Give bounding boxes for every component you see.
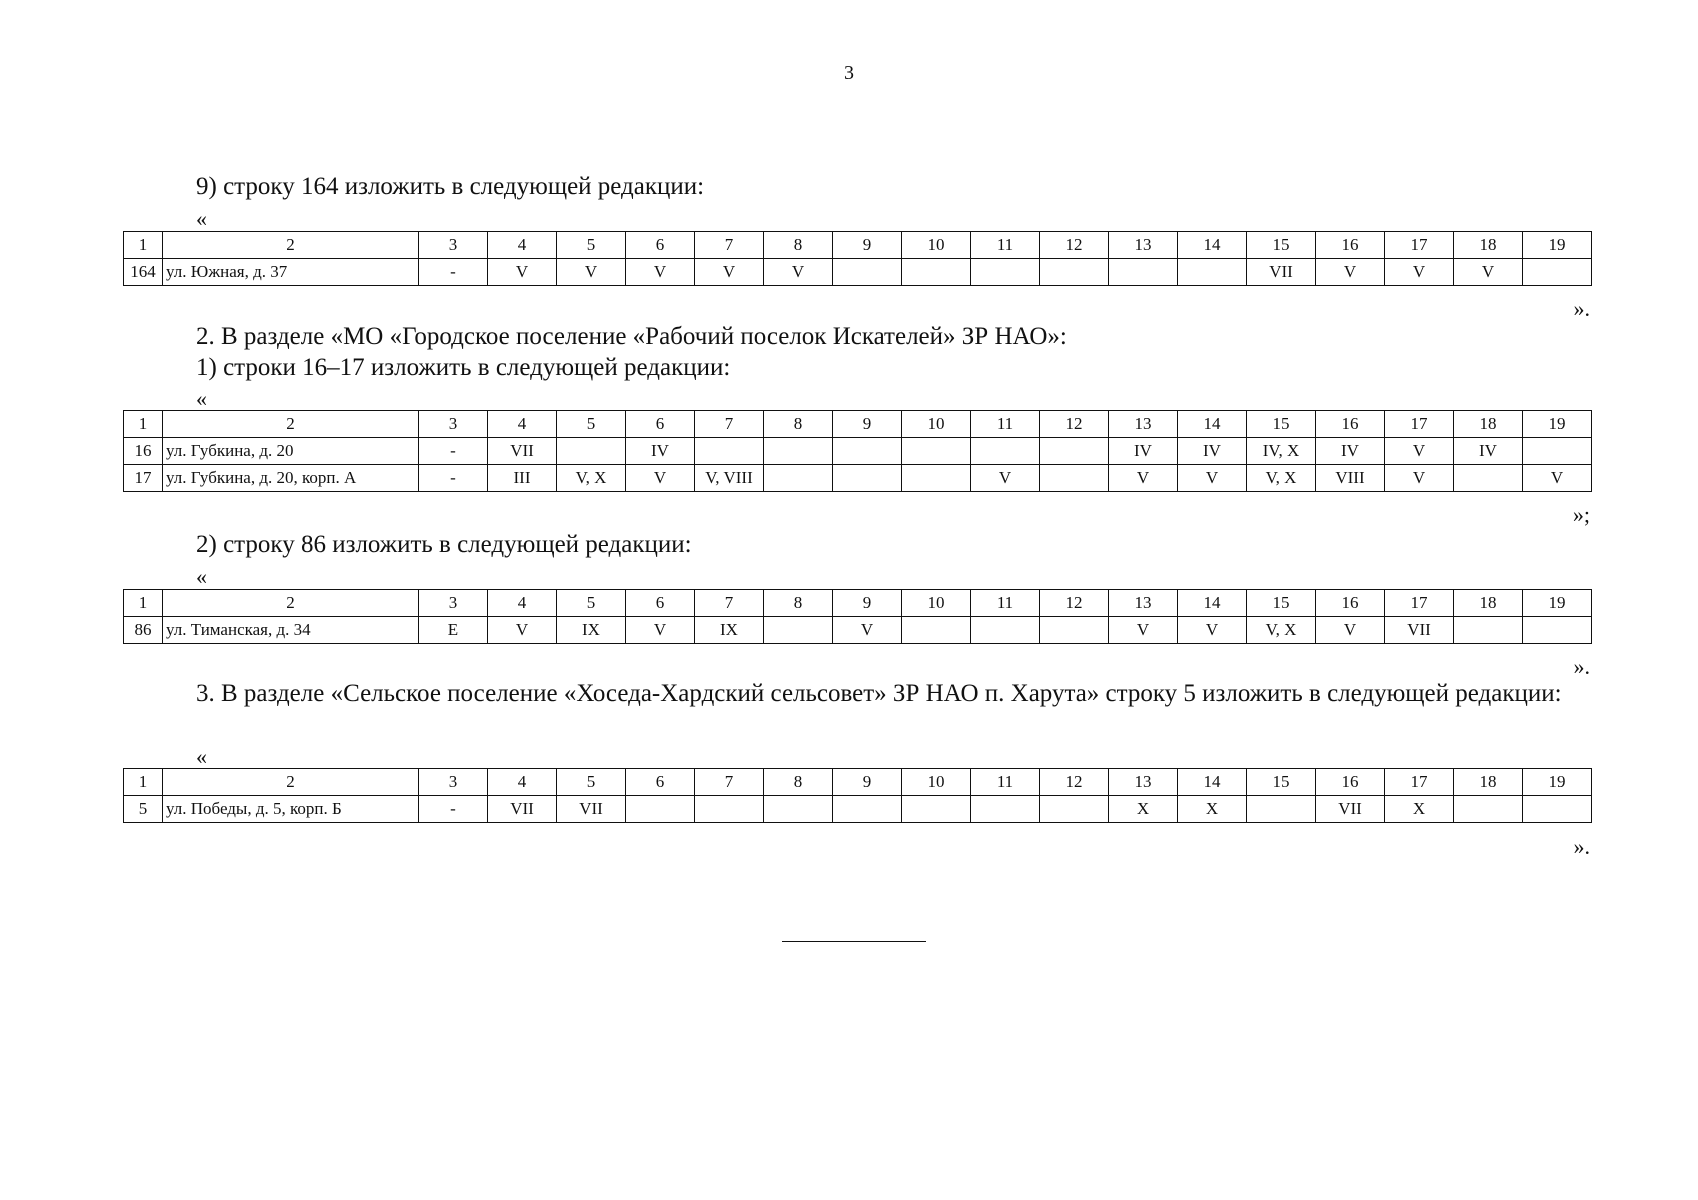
table-cell (833, 465, 902, 492)
table-cell (902, 796, 971, 823)
table-cell: VII (557, 796, 626, 823)
table-cell: V (1109, 465, 1178, 492)
table-cell: V (695, 259, 764, 286)
header-cell: 1 (124, 590, 163, 617)
header-cell: 19 (1523, 411, 1592, 438)
table-cell: IV (1109, 438, 1178, 465)
header-cell: 4 (488, 232, 557, 259)
table-cell (1178, 259, 1247, 286)
table-cell: VII (1385, 617, 1454, 644)
header-cell: 7 (695, 411, 764, 438)
table-cell: V, VIII (695, 465, 764, 492)
table-cell (764, 796, 833, 823)
address-cell: ул. Победы, д. 5, корп. Б (163, 796, 419, 823)
table-cell (971, 796, 1040, 823)
header-cell: 10 (902, 411, 971, 438)
header-cell: 12 (1040, 769, 1109, 796)
header-cell: 8 (764, 590, 833, 617)
table-cell: 86 (124, 617, 163, 644)
header-cell: 2 (163, 590, 419, 617)
table-cell: V (488, 259, 557, 286)
table-header-row (124, 769, 1592, 796)
header-cell: 17 (1385, 232, 1454, 259)
table-cell: IV (626, 438, 695, 465)
table-cell: V (626, 617, 695, 644)
table-cell: V (1109, 617, 1178, 644)
header-cell: 1 (124, 232, 163, 259)
header-cell: 1 (124, 411, 163, 438)
table-row (124, 465, 1592, 492)
table-cell: IV, X (1247, 438, 1316, 465)
table-cell: VII (1316, 796, 1385, 823)
address-cell: ул. Губкина, д. 20, корп. А (163, 465, 419, 492)
header-cell: 16 (1316, 769, 1385, 796)
table-cell: V, X (1247, 465, 1316, 492)
quote-open-2: « (196, 386, 207, 411)
header-cell: 14 (1178, 232, 1247, 259)
table-cell: IV (1316, 438, 1385, 465)
header-cell: 10 (902, 590, 971, 617)
table-cell: 5 (124, 796, 163, 823)
table-cell: 16 (124, 438, 163, 465)
header-cell: 17 (1385, 769, 1454, 796)
table-cell: V (1178, 465, 1247, 492)
header-cell: 19 (1523, 232, 1592, 259)
table-cell: IV (1454, 438, 1523, 465)
table-cell: III (488, 465, 557, 492)
header-cell: 14 (1178, 411, 1247, 438)
table-cell: V (764, 259, 833, 286)
table-cell: V (1385, 259, 1454, 286)
header-cell: 11 (971, 769, 1040, 796)
header-cell: 7 (695, 232, 764, 259)
header-cell: 13 (1109, 590, 1178, 617)
table-cell: V (626, 259, 695, 286)
header-cell: 9 (833, 769, 902, 796)
table-cell (1523, 259, 1592, 286)
header-cell: 9 (833, 411, 902, 438)
quote-open-1: « (196, 206, 207, 231)
table-cell (1523, 796, 1592, 823)
table-cell: 17 (124, 465, 163, 492)
table-cell (1247, 796, 1316, 823)
table-cell (1040, 465, 1109, 492)
table-cell: - (419, 796, 488, 823)
header-cell: 18 (1454, 232, 1523, 259)
header-cell: 16 (1316, 411, 1385, 438)
address-cell: ул. Губкина, д. 20 (163, 438, 419, 465)
header-cell: 10 (902, 769, 971, 796)
address-cell: ул. Тиманская, д. 34 (163, 617, 419, 644)
header-cell: 6 (626, 411, 695, 438)
table-cell (626, 796, 695, 823)
address-cell: ул. Южная, д. 37 (163, 259, 419, 286)
header-cell: 17 (1385, 411, 1454, 438)
header-cell: 13 (1109, 411, 1178, 438)
table-cell (1454, 465, 1523, 492)
header-cell: 12 (1040, 411, 1109, 438)
table-cell (971, 259, 1040, 286)
table-cell: VIII (1316, 465, 1385, 492)
header-cell: 11 (971, 232, 1040, 259)
header-cell: 2 (163, 411, 419, 438)
table-cell: V (1523, 465, 1592, 492)
header-cell: 7 (695, 590, 764, 617)
table-cell: IX (557, 617, 626, 644)
table-header-row (124, 232, 1592, 259)
table-cell: VII (1247, 259, 1316, 286)
table-cell (833, 259, 902, 286)
page-number: 3 (844, 62, 854, 84)
table-cell (833, 796, 902, 823)
header-cell: 5 (557, 411, 626, 438)
table-cell: V (1385, 438, 1454, 465)
table-cell: V, X (1247, 617, 1316, 644)
table-cell: V (833, 617, 902, 644)
header-cell: 16 (1316, 232, 1385, 259)
header-cell: 5 (557, 232, 626, 259)
table-cell: Е (419, 617, 488, 644)
header-cell: 18 (1454, 590, 1523, 617)
quote-close-2: »; (1572, 502, 1590, 527)
table-cell: V (1178, 617, 1247, 644)
header-cell: 19 (1523, 769, 1592, 796)
table-cell (764, 465, 833, 492)
table-cell (557, 438, 626, 465)
table-cell (1523, 438, 1592, 465)
header-cell: 10 (902, 232, 971, 259)
table-cell: V, X (557, 465, 626, 492)
header-cell: 18 (1454, 769, 1523, 796)
header-cell: 3 (419, 769, 488, 796)
table-cell (1109, 259, 1178, 286)
header-cell: 18 (1454, 411, 1523, 438)
header-cell: 5 (557, 769, 626, 796)
table-rows-16-17 (123, 410, 1592, 492)
table-cell: X (1178, 796, 1247, 823)
header-cell: 11 (971, 590, 1040, 617)
header-cell: 16 (1316, 590, 1385, 617)
table-cell (902, 259, 971, 286)
table-cell (695, 438, 764, 465)
quote-open-3: « (196, 564, 207, 589)
header-cell: 8 (764, 769, 833, 796)
table-cell: - (419, 465, 488, 492)
table-cell: V (1385, 465, 1454, 492)
header-cell: 11 (971, 411, 1040, 438)
header-cell: 6 (626, 590, 695, 617)
header-cell: 15 (1247, 232, 1316, 259)
header-cell: 13 (1109, 232, 1178, 259)
table-cell (1454, 617, 1523, 644)
table-cell: X (1109, 796, 1178, 823)
table-row (124, 796, 1592, 823)
header-cell: 3 (419, 590, 488, 617)
table-cell: V (557, 259, 626, 286)
section-2-sub1: 1) строки 16–17 изложить в следующей редакции: (196, 354, 731, 381)
section-2-sub2: 2) строку 86 изложить в следующей редакции: (196, 531, 692, 558)
header-cell: 7 (695, 769, 764, 796)
header-cell: 8 (764, 232, 833, 259)
closing-rule (782, 941, 926, 942)
table-row-5 (123, 768, 1592, 823)
header-cell: 15 (1247, 411, 1316, 438)
table-row-86 (123, 589, 1592, 644)
section-3-paragraph: 3. В разделе «Сельское поселение «Хоседа-Хардский сельсовет» ЗР НАО п. Харута» строку 5 изложить в следующей редакции: (196, 680, 1562, 707)
table-header-row (124, 590, 1592, 617)
table-cell (695, 796, 764, 823)
section-2-heading: 2. В разделе «МО «Городское поселение «Рабочий поселок Искателей» ЗР НАО»: (196, 323, 1067, 350)
table-cell (1040, 438, 1109, 465)
table-cell (1454, 796, 1523, 823)
table-cell (971, 617, 1040, 644)
table-cell (902, 617, 971, 644)
header-cell: 4 (488, 590, 557, 617)
table-row (124, 438, 1592, 465)
header-cell: 3 (419, 411, 488, 438)
table-cell (833, 438, 902, 465)
quote-close-3: ». (1573, 654, 1590, 679)
header-cell: 9 (833, 232, 902, 259)
table-cell: IV (1178, 438, 1247, 465)
header-cell: 9 (833, 590, 902, 617)
table-cell (971, 438, 1040, 465)
header-cell: 8 (764, 411, 833, 438)
table-header-row (124, 411, 1592, 438)
table-cell: - (419, 438, 488, 465)
header-cell: 19 (1523, 590, 1592, 617)
header-cell: 2 (163, 232, 419, 259)
table-cell: V (971, 465, 1040, 492)
table-cell: VII (488, 796, 557, 823)
header-cell: 13 (1109, 769, 1178, 796)
table-cell: IX (695, 617, 764, 644)
header-cell: 4 (488, 411, 557, 438)
section-9-heading: 9) строку 164 изложить в следующей редакции: (196, 173, 705, 200)
quote-open-4: « (196, 744, 207, 769)
table-cell: VII (488, 438, 557, 465)
table-row-164 (123, 231, 1592, 286)
table-cell (764, 438, 833, 465)
header-cell: 15 (1247, 769, 1316, 796)
table-row (124, 259, 1592, 286)
table-cell: V (1316, 617, 1385, 644)
quote-close-4: ». (1573, 834, 1590, 859)
header-cell: 14 (1178, 769, 1247, 796)
header-cell: 1 (124, 769, 163, 796)
header-cell: 12 (1040, 590, 1109, 617)
header-cell: 2 (163, 769, 419, 796)
table-cell (902, 438, 971, 465)
header-cell: 3 (419, 232, 488, 259)
table-cell (764, 617, 833, 644)
table-cell (902, 465, 971, 492)
table-row (124, 617, 1592, 644)
table-cell: 164 (124, 259, 163, 286)
header-cell: 14 (1178, 590, 1247, 617)
table-cell: X (1385, 796, 1454, 823)
header-cell: 5 (557, 590, 626, 617)
table-cell (1040, 259, 1109, 286)
quote-close-1: ». (1573, 296, 1590, 321)
header-cell: 12 (1040, 232, 1109, 259)
table-cell: V (1454, 259, 1523, 286)
header-cell: 6 (626, 769, 695, 796)
header-cell: 15 (1247, 590, 1316, 617)
header-cell: 17 (1385, 590, 1454, 617)
table-cell: - (419, 259, 488, 286)
table-cell (1040, 617, 1109, 644)
header-cell: 6 (626, 232, 695, 259)
table-cell (1523, 617, 1592, 644)
header-cell: 4 (488, 769, 557, 796)
table-cell: V (1316, 259, 1385, 286)
table-cell: V (626, 465, 695, 492)
table-cell: V (488, 617, 557, 644)
table-cell (1040, 796, 1109, 823)
